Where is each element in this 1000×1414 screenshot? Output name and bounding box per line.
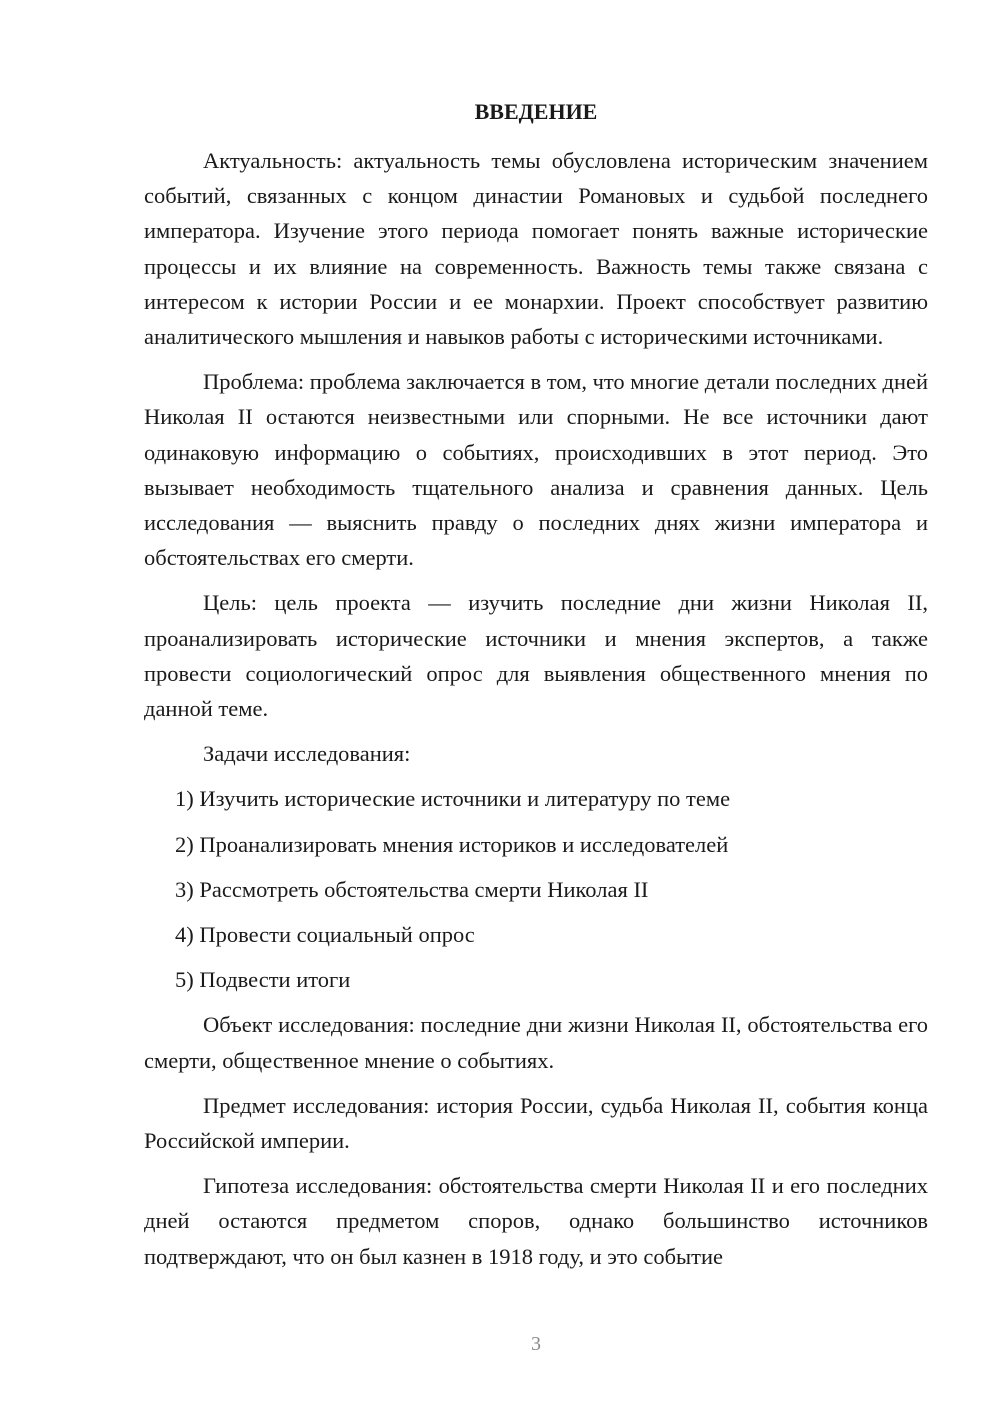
- paragraph-hypothesis: Гипотеза исследования: обстоятельства смерти Николая II и его последних дней остаются предметом споров, однако большинство источников подтверждают, что он был казнен в 1918 году, и это событие: [144, 1173, 928, 1269]
- page-title: ВВЕДЕНИЕ: [474, 99, 598, 124]
- tasks-heading: Задачи исследования:: [203, 741, 411, 767]
- list-item: 4) Провести социальный опрос: [175, 922, 475, 948]
- page-number: 3: [531, 1333, 541, 1355]
- document-body: [144, 143, 928, 1274]
- tasks-list: [144, 781, 928, 997]
- paragraph-subject: Предмет исследования: история России, судьба Николая II, события конца Российской империи.: [144, 1092, 928, 1154]
- list-item: 3) Рассмотреть обстоятельства смерти Николая II: [175, 876, 649, 902]
- list-item: 5) Подвести итоги: [175, 967, 351, 993]
- list-item: 2) Проанализировать мнения историков и исследователей: [175, 831, 729, 857]
- paragraph-problem: Проблема: проблема заключается в том, что многие детали последних дней Николая II остаются неизвестными или спорными. Не все источники дают одинаковую информацию о событиях, происходивших в этот период. Это вызывает необходимость тщательного анализа и сравнения данных. Цель исследования — выяснить правду о последних днях жизни императора и обстоятельствах его смерти.: [144, 369, 929, 571]
- paragraph-goal: Цель: цель проекта — изучить последние дни жизни Николая II, проанализировать исторические источники и мнения экспертов, а также провести социологический опрос для выявления общественного мнения по данной теме.: [144, 590, 928, 722]
- list-item: 1) Изучить исторические источники и литературу по теме: [175, 786, 731, 812]
- paragraph-object: Объект исследования: последние дни жизни Николая II, обстоятельства его смерти, общественное мнение о событиях.: [144, 1012, 928, 1073]
- paragraph-relevance: Актуальность: актуальность темы обусловлена историческим значением событий, связанных с концом династии Романовых и судьбой последнего императора. Изучение этого периода помогает понять важные исторические процессы и их влияние на современность. Важность темы также связана с интересом к истории России и ее монархии. Проект способствует развитию аналитического мышления и навыков работы с историческими источниками.: [144, 148, 928, 350]
